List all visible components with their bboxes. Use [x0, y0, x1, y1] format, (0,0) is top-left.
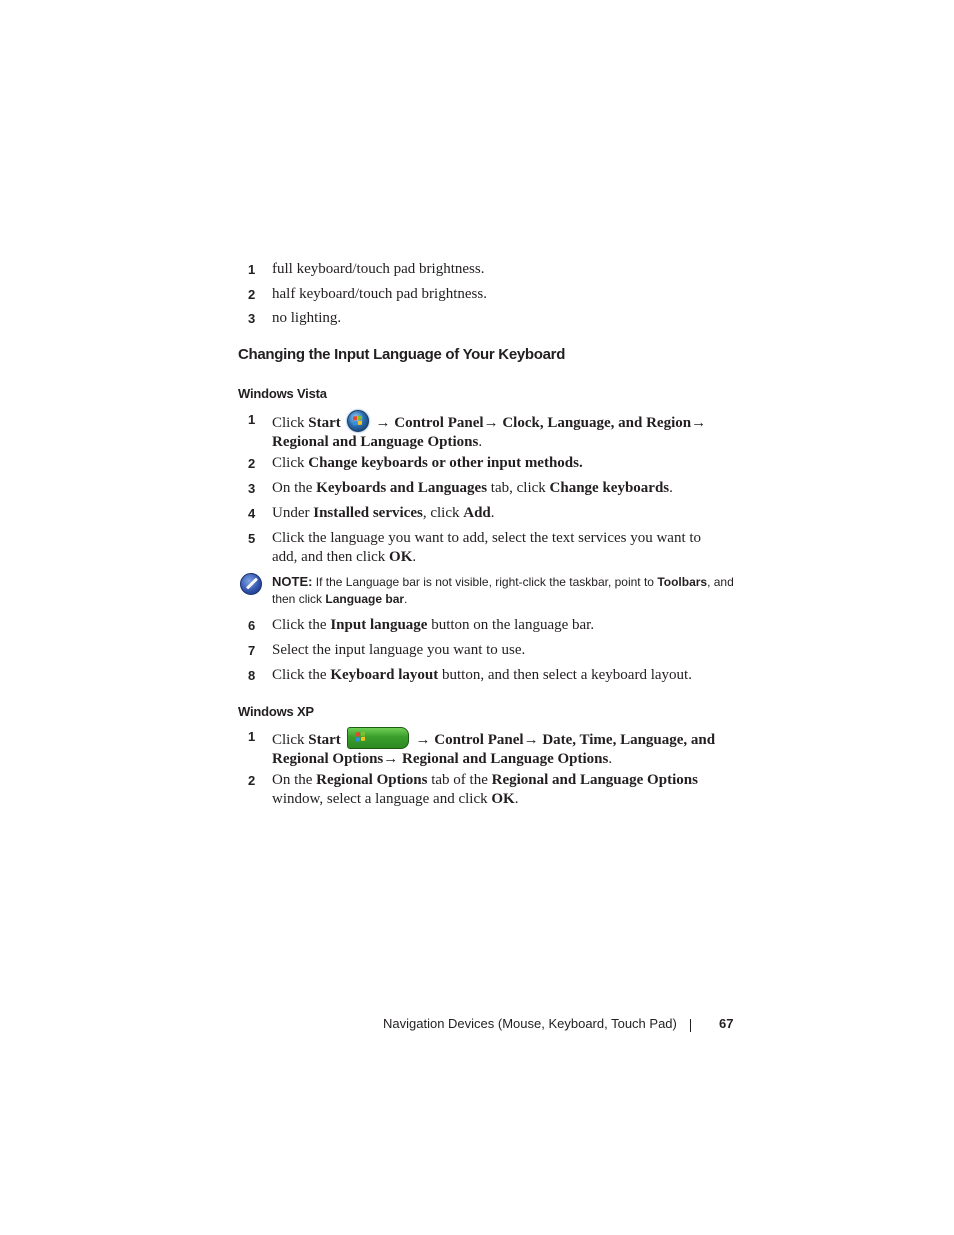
step-number: 4: [248, 506, 256, 521]
windows-xp-start-button-icon: [347, 727, 409, 749]
step-text-part: Click: [272, 732, 309, 748]
arrow: →: [411, 732, 435, 748]
regional-language-options-window-label: Regional and Language Options: [491, 772, 698, 788]
item-text: no lighting.: [272, 310, 342, 326]
step-text-part: Click the language you want to add, select the text services you want to add, and then click: [272, 530, 702, 565]
start-label: Start: [308, 415, 341, 431]
step-text-part: tab of the: [427, 772, 492, 788]
arrow: →: [383, 751, 403, 767]
add-button-label: Add: [463, 505, 491, 521]
item-number: 2: [248, 287, 256, 302]
keyboards-languages-tab-label: Keyboards and Languages: [316, 480, 488, 496]
step-number: 5: [248, 531, 256, 546]
note-label: NOTE:: [272, 574, 313, 589]
step-text-part: On the: [272, 480, 317, 496]
step-text-part: .: [514, 791, 519, 807]
step-number: 2: [248, 456, 256, 471]
step-text: [272, 529, 722, 567]
step-text-part: Click: [272, 455, 309, 471]
step-text-part: .: [669, 480, 673, 496]
arrow: →: [483, 415, 503, 431]
installed-services-label: Installed services: [313, 505, 423, 521]
vista-heading: Windows Vista: [238, 386, 327, 401]
item-number: 3: [248, 311, 256, 326]
language-bar-label: Language bar: [325, 592, 405, 606]
step-text: [272, 666, 742, 685]
step-number: 2: [248, 773, 256, 788]
change-keyboards-label: Change keyboards or other input methods.: [308, 455, 583, 471]
step-text-part: , click: [422, 505, 464, 521]
step-text: [272, 771, 742, 809]
step-text-part: On the: [272, 772, 317, 788]
step-text-part: button on the language bar.: [427, 617, 595, 633]
windows-flag-icon: [353, 415, 363, 426]
step-text-part: .: [478, 434, 483, 450]
note-text-part: If the Language bar is not visible, right-click the taskbar, point to: [312, 575, 658, 589]
step-text: [272, 410, 742, 452]
clock-language-region-label: Clock, Language, and Region: [502, 415, 692, 431]
item-text: half keyboard/touch pad brightness.: [272, 286, 487, 302]
step-text-part: button, and then select a keyboard layout.: [438, 667, 692, 683]
ok-button-label: OK: [389, 549, 413, 565]
step-text: [272, 504, 742, 523]
arrow: →: [371, 415, 395, 431]
footer-divider: [690, 1019, 691, 1032]
pencil-shape: [246, 577, 258, 589]
item-text: full keyboard/touch pad brightness.: [272, 261, 485, 277]
change-keyboards-button-label: Change keyboards: [549, 480, 670, 496]
note-text-part: , and then click: [272, 575, 734, 606]
note-pencil-icon: [240, 573, 262, 595]
step-number: 1: [248, 412, 256, 427]
step-text-part: tab, click: [487, 480, 550, 496]
page-number: 67: [719, 1016, 734, 1031]
step-text-part: .: [608, 751, 613, 767]
control-panel-label: Control Panel: [434, 732, 524, 748]
windows-vista-start-icon: [347, 410, 369, 432]
keyboard-layout-button-label: Keyboard layout: [330, 667, 439, 683]
step-text: [272, 454, 742, 473]
footer-chapter-title: Navigation Devices (Mouse, Keyboard, Touch Pad): [383, 1016, 677, 1031]
note-text: [272, 573, 742, 608]
step-text-part: Click: [272, 415, 309, 431]
step-number: 3: [248, 481, 256, 496]
xp-heading: Windows XP: [238, 704, 314, 719]
step-text-part: Click the: [272, 617, 331, 633]
note-text-part: .: [404, 592, 408, 606]
ok-button-label: OK: [491, 791, 515, 807]
step-number: 1: [248, 729, 256, 744]
step-text: Select the input language you want to use.: [272, 642, 526, 658]
step-text: [272, 727, 742, 769]
arrow: →: [691, 415, 707, 431]
step-number: 8: [248, 668, 256, 683]
step-number: 6: [248, 618, 256, 633]
step-text-part: .: [490, 505, 495, 521]
start-label: Start: [308, 732, 341, 748]
input-language-button-label: Input language: [330, 617, 428, 633]
regional-options-tab-label: Regional Options: [316, 772, 428, 788]
date-time-language-label: Date, Time, Language, and Regional Options: [272, 732, 716, 767]
control-panel-label: Control Panel: [394, 415, 484, 431]
windows-flag-icon: [356, 731, 366, 742]
regional-language-options-label: Regional and Language Options: [272, 434, 479, 450]
toolbars-label: Toolbars: [657, 575, 708, 589]
step-number: 7: [248, 643, 256, 658]
step-text-part: Click the: [272, 667, 331, 683]
step-text: [272, 616, 742, 635]
item-number: 1: [248, 262, 256, 277]
step-text-part: .: [412, 549, 417, 565]
section-heading: Changing the Input Language of Your Keyboard: [238, 346, 566, 363]
step-text-part: window, select a language and click: [272, 791, 492, 807]
arrow: →: [523, 732, 543, 748]
step-text-part: Under: [272, 505, 314, 521]
regional-language-options-label: Regional and Language Options: [402, 751, 609, 767]
step-text: [272, 479, 742, 498]
